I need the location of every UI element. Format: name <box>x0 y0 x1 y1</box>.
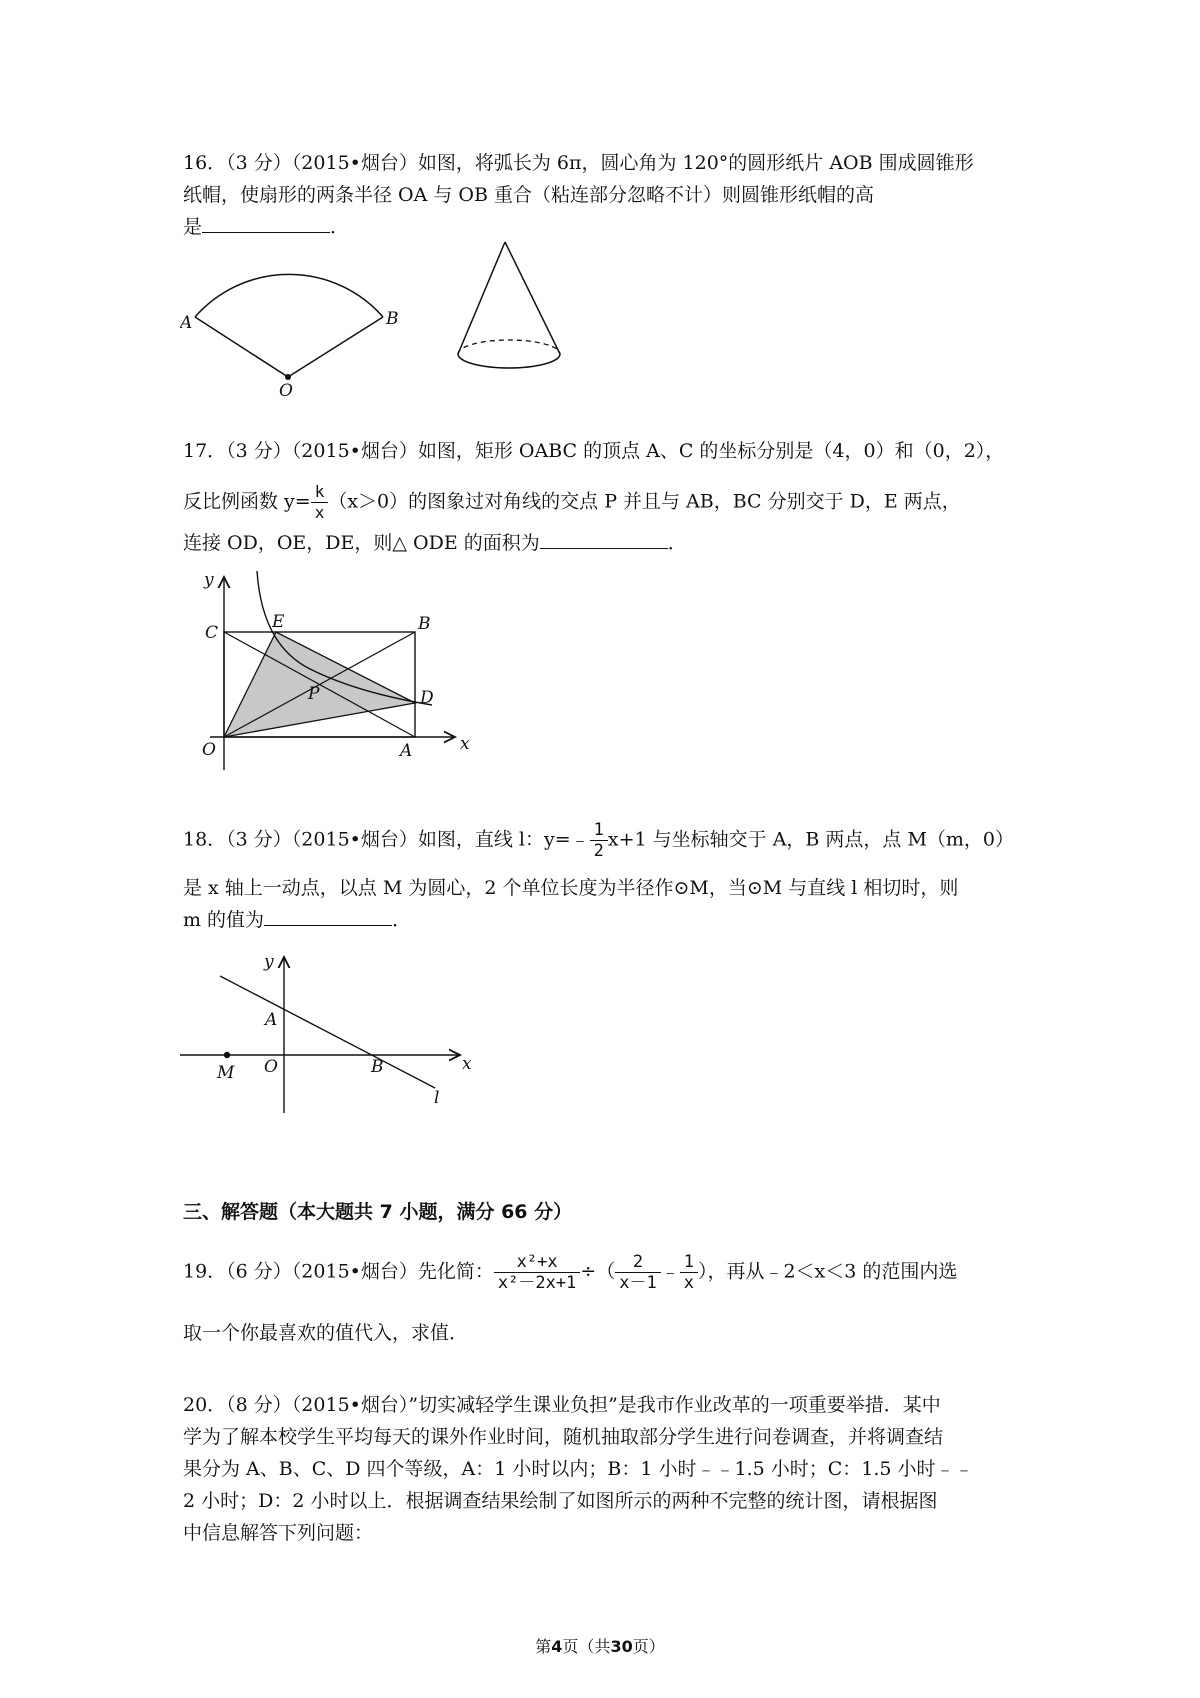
fraction-numerator: x²+x <box>516 1252 558 1272</box>
q16-line1: 16．（3 分）（2015•烟台）如图，将弧长为 6π，圆心角为 120°的圆形纸片 AOB 围成圆锥形 <box>183 152 974 174</box>
q17-line3-pre: 连接 OD，OE，DE，则△ ODE 的面积为 <box>183 532 540 554</box>
q20-line1: 20．（8 分）（2015•烟台）”切实减轻学生课业负担”是我市作业改革的一项重要举措．某中 <box>183 1394 941 1416</box>
q17-line3-post: ． <box>667 532 687 554</box>
q16-line2: 纸帽，使扇形的两条半径 OA 与 OB 重合（粘连部分忽略不计）则圆锥形纸帽的高 <box>183 184 874 206</box>
fraction-denominator: 2 <box>590 840 608 861</box>
label-p: P <box>308 684 320 704</box>
answer-blank <box>264 907 392 926</box>
fraction-one-half <box>590 820 608 861</box>
label-o: O <box>279 381 293 400</box>
q16-line3 <box>183 214 349 240</box>
q17-line2-pre: 反比例函数 y= <box>183 490 311 513</box>
page-total: 30 <box>610 1637 633 1656</box>
q19-line1 <box>183 1252 957 1293</box>
page-number: 4 <box>551 1637 563 1656</box>
footer-post: 页） <box>632 1637 665 1656</box>
q16-line3-pre: 是 <box>183 216 203 238</box>
label-l: l <box>434 1088 440 1108</box>
q17-line3 <box>183 530 687 556</box>
q18-line-figure <box>180 945 480 1115</box>
label-a: A <box>265 1010 278 1030</box>
fraction-one-over-x <box>680 1252 698 1293</box>
label-x: x <box>462 1054 472 1074</box>
fraction-denominator: x²－2x+1 <box>494 1272 580 1293</box>
q16-sector-figure <box>180 250 410 400</box>
label-a: A <box>400 741 413 761</box>
q20-line2: 学为了解本校学生平均每天的课外作业时间，随机抽取部分学生进行问卷调查，并将调查结 <box>183 1426 944 1448</box>
q16-cone-figure <box>450 238 580 398</box>
label-c: C <box>205 623 219 643</box>
division-open-paren: ÷（ <box>580 1260 616 1283</box>
footer-pre: 第 <box>535 1637 552 1656</box>
sector-arc <box>195 274 383 317</box>
label-a: A <box>180 313 193 333</box>
cone-base-back <box>458 340 560 354</box>
label-b: B <box>386 309 399 329</box>
q20-line5: 中信息解答下列问题： <box>183 1522 374 1544</box>
q18-line2: 是 x 轴上一动点，以点 M 为圆心，2 个单位长度为半径作⊙M，当⊙M 与直线 l 相切时，则 <box>183 877 959 899</box>
fraction-numerator: 1 <box>593 820 604 840</box>
cone-right-side <box>505 242 560 354</box>
fraction-main <box>494 1252 580 1293</box>
fraction-numerator: 2 <box>632 1252 644 1272</box>
fraction-two-over-x-minus-1 <box>615 1252 660 1293</box>
radius-ob <box>288 317 383 377</box>
fraction-numerator: k <box>314 482 325 501</box>
q20-line3: 果分为 A、B、C、D 四个等级，A：1 小时以内；B：1 小时﹣﹣1.5 小时；C：1.5 小时﹣﹣ <box>183 1458 974 1480</box>
q19-line1-pre: 19．（6 分）（2015•烟台）先化简： <box>183 1260 494 1283</box>
q17-line1: 17．（3 分）（2015•烟台）如图，矩形 OABC 的顶点 A、C 的坐标分别是（4，0）和（0，2）， <box>183 440 1005 462</box>
radius-oa <box>195 317 288 377</box>
cone-base-front <box>458 354 560 368</box>
label-o: O <box>202 740 216 760</box>
point-m <box>224 1052 230 1058</box>
q18-line3-post: ． <box>392 909 412 931</box>
label-b: B <box>418 614 431 634</box>
center-point-o <box>285 374 291 380</box>
fraction-numerator: 1 <box>683 1252 694 1272</box>
q18-line3 <box>183 907 411 933</box>
label-b: B <box>371 1057 384 1077</box>
cone-left-side <box>458 242 505 354</box>
fraction-k-over-x <box>311 482 329 523</box>
q18-line1 <box>183 820 1014 861</box>
q17-line2-post: （x＞0）的图象过对角线的交点 P 并且与 AB，BC 分别交于 D，E 两点， <box>328 490 961 513</box>
fraction-denominator: x <box>680 1272 698 1293</box>
label-d: D <box>420 688 434 708</box>
q17-rectangle-figure <box>180 565 480 770</box>
q20-line4: 2 小时；D：2 小时以上．根据调查结果绘制了如图所示的两种不完整的统计图，请根据图 <box>183 1490 938 1512</box>
answer-blank <box>540 530 668 549</box>
label-x: x <box>460 734 470 754</box>
q18-line1-post: x+1 与坐标轴交于 A，B 两点，点 M（m，0） <box>607 828 1015 851</box>
minus-sign: ﹣ <box>660 1260 680 1283</box>
label-e: E <box>272 612 285 632</box>
q18-line3-pre: m 的值为 <box>183 909 265 931</box>
label-o: O <box>264 1057 278 1077</box>
line-l <box>220 976 435 1088</box>
fraction-denominator: x <box>311 502 329 523</box>
section-title: 三、解答题（本大题共 7 小题，满分 66 分） <box>183 1201 573 1223</box>
fraction-denominator: x－1 <box>615 1272 660 1293</box>
q19-line1-post: ），再从﹣2＜x＜3 的范围内选 <box>697 1260 958 1283</box>
footer-mid: 页（共 <box>562 1637 611 1656</box>
label-y: y <box>204 570 214 590</box>
q17-line2 <box>183 482 961 523</box>
label-y: y <box>264 952 274 972</box>
label-m: M <box>217 1063 235 1083</box>
q18-line1-pre: 18．（3 分）（2015•烟台）如图，直线 l：y=﹣ <box>183 828 590 851</box>
q16-line3-post: ． <box>330 216 350 238</box>
page-footer <box>0 1634 1200 1657</box>
q19-line2: 取一个你最喜欢的值代入，求值． <box>183 1322 469 1344</box>
answer-blank <box>202 214 330 233</box>
